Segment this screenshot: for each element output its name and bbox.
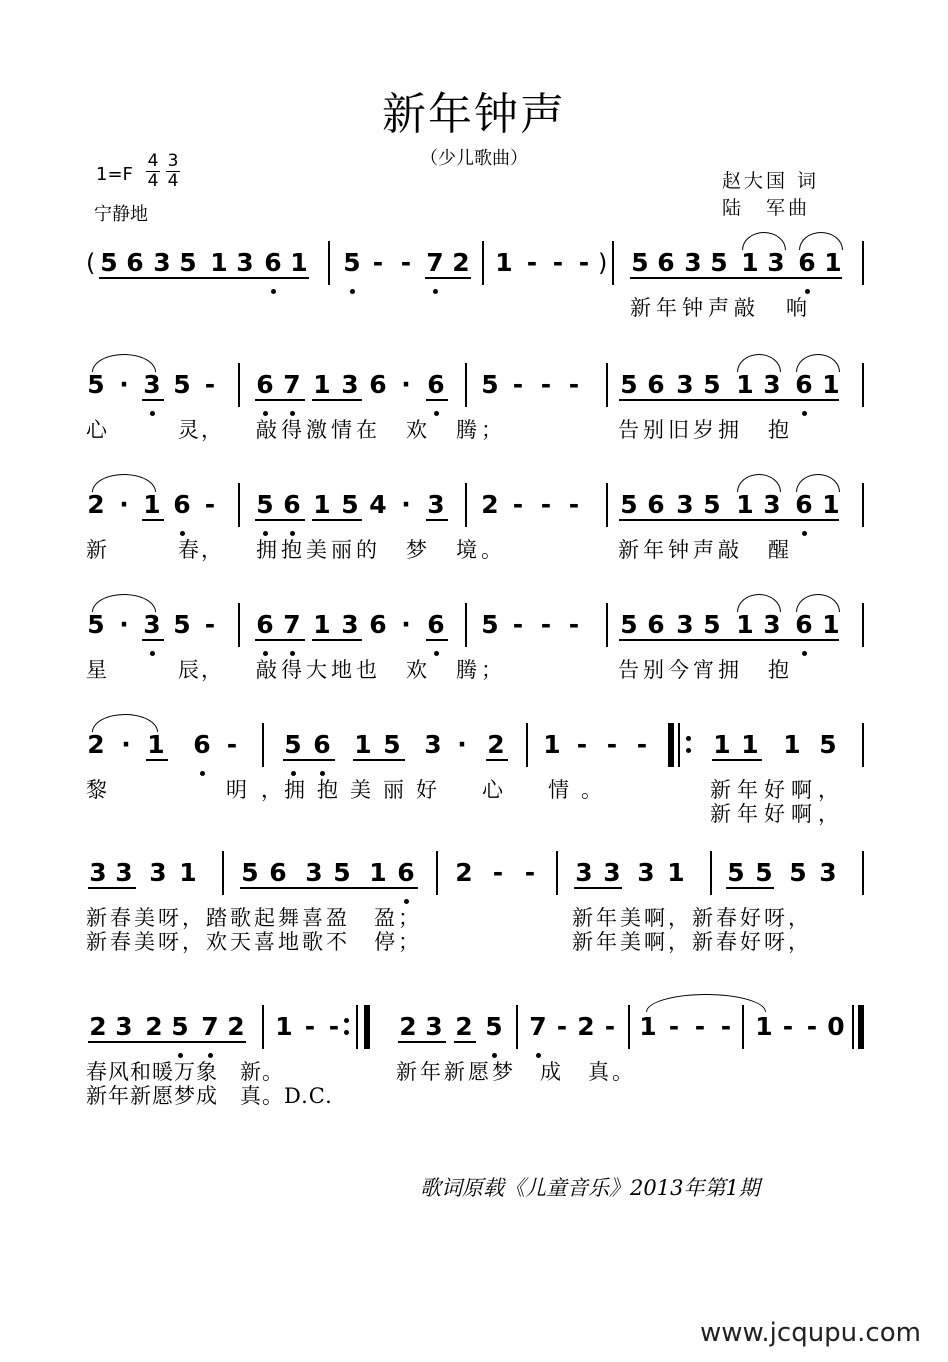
- note: 6: [427, 610, 445, 639]
- note: ·: [401, 370, 411, 399]
- close-paren: ): [598, 249, 608, 277]
- lyric-line-6d: 新年美啊，新春好呀，: [572, 930, 812, 954]
- note: 6: [795, 490, 813, 519]
- note: 1: [275, 1012, 293, 1041]
- note: -: [668, 1012, 680, 1041]
- note: -: [492, 858, 504, 887]
- note: -: [400, 248, 412, 277]
- note: 5: [620, 490, 638, 519]
- lyric-line-7a: 春风和暖万象 新。: [86, 1060, 284, 1084]
- note: 1: [736, 490, 754, 519]
- note: 5: [173, 370, 191, 399]
- note: 5: [703, 370, 721, 399]
- note: 3: [684, 248, 702, 277]
- note: -: [552, 248, 564, 277]
- barline: [238, 363, 240, 407]
- note: -: [568, 370, 580, 399]
- lyric-line-6a: 新春美呀，踏歌起舞喜盈 盈；: [86, 906, 422, 930]
- source-note: 歌词原载《儿童音乐》2013年第1期: [420, 1176, 760, 1200]
- lyric-line-6b: 新年美啊，新春好呀，: [572, 906, 812, 930]
- barline: [862, 723, 864, 767]
- composer-credit: 陆 军曲: [722, 197, 811, 219]
- website-watermark: www.jcqupu.com: [700, 1318, 921, 1348]
- note: 3: [819, 858, 837, 887]
- note: 1: [783, 730, 801, 759]
- barline: [262, 723, 264, 767]
- note: -: [556, 1012, 568, 1041]
- note: ·: [457, 730, 467, 759]
- note: 1: [313, 370, 331, 399]
- note: 6: [269, 858, 287, 887]
- note: 5: [241, 858, 259, 887]
- note: 1: [667, 858, 685, 887]
- lyric-line-5d: 新年好啊，: [710, 802, 845, 826]
- note: 6: [427, 370, 445, 399]
- note: 2: [399, 1012, 417, 1041]
- note: 5: [485, 1012, 503, 1041]
- note: 2: [577, 1012, 595, 1041]
- note: ·: [121, 730, 131, 759]
- note: ·: [401, 610, 411, 639]
- note: -: [568, 610, 580, 639]
- note: -: [540, 610, 552, 639]
- note: 3: [236, 248, 254, 277]
- note: 5: [620, 370, 638, 399]
- barline: [606, 483, 608, 527]
- note: 6: [193, 730, 211, 759]
- note: 6: [126, 248, 144, 277]
- note: 1: [639, 1012, 657, 1041]
- note: 3: [143, 610, 161, 639]
- note: -: [512, 370, 524, 399]
- note: -: [568, 490, 580, 519]
- note: 1: [741, 248, 759, 277]
- barline: [328, 241, 330, 285]
- barline: [238, 603, 240, 647]
- note: 5: [341, 490, 359, 519]
- note: 3: [676, 610, 694, 639]
- barline: [862, 851, 864, 895]
- note: 3: [676, 370, 694, 399]
- note: -: [578, 248, 590, 277]
- note: 1: [210, 248, 228, 277]
- note: 5: [703, 610, 721, 639]
- note: 5: [87, 610, 105, 639]
- note: 6: [173, 490, 191, 519]
- note: 1: [736, 370, 754, 399]
- note: 3: [763, 610, 781, 639]
- barline: [606, 603, 608, 647]
- note: 6: [647, 370, 665, 399]
- note: 5: [100, 248, 118, 277]
- note: 6: [795, 370, 813, 399]
- note: -: [540, 490, 552, 519]
- note: 7: [201, 1012, 219, 1041]
- lyric-line-4b: 敲得大地也 欢 腾；: [256, 658, 506, 682]
- note: 3: [763, 490, 781, 519]
- note: 2: [145, 1012, 163, 1041]
- note: 5: [710, 248, 728, 277]
- barline: [556, 851, 558, 895]
- note: 3: [115, 858, 133, 887]
- note: -: [526, 248, 538, 277]
- note: 5: [703, 490, 721, 519]
- barline: [222, 851, 224, 895]
- note: ·: [119, 370, 129, 399]
- lyric-line-5c: 新年好啊，: [710, 778, 845, 802]
- note: 3: [424, 730, 442, 759]
- note: 6: [264, 248, 282, 277]
- barline: [606, 363, 608, 407]
- note: -: [606, 730, 618, 759]
- note: 1: [495, 248, 513, 277]
- note: 6: [647, 490, 665, 519]
- note: 1: [755, 1012, 773, 1041]
- note: 4: [369, 490, 387, 519]
- note: 5: [481, 370, 499, 399]
- note: 2: [481, 490, 499, 519]
- note: 7: [283, 610, 301, 639]
- note: 5: [789, 858, 807, 887]
- note: 3: [767, 248, 785, 277]
- note: 3: [637, 858, 655, 887]
- note: -: [524, 858, 536, 887]
- song-title: 新年钟声: [382, 89, 566, 140]
- note: 5: [727, 858, 745, 887]
- note: 1: [179, 858, 197, 887]
- note: 3: [89, 858, 107, 887]
- note: 7: [283, 370, 301, 399]
- note: 3: [341, 610, 359, 639]
- note: 1: [147, 730, 165, 759]
- note: 5: [755, 858, 773, 887]
- note: -: [806, 1012, 818, 1041]
- note: 1: [369, 858, 387, 887]
- barline: [238, 483, 240, 527]
- lyric-line-3b: 拥抱美丽的 梦 境。: [256, 538, 506, 562]
- note: -: [604, 1012, 616, 1041]
- repeat-end-thin: [356, 1005, 358, 1049]
- note: -: [328, 1012, 340, 1041]
- note: ·: [401, 490, 411, 519]
- note: -: [694, 1012, 706, 1041]
- note: 1: [822, 370, 840, 399]
- lyric-line-2b: 敲得激情在 欢 腾；: [256, 418, 506, 442]
- note: 1: [822, 490, 840, 519]
- lyric-line-1: 新年钟声敲 响: [630, 296, 812, 320]
- lyric-line-5a: 黎 明，: [86, 778, 296, 802]
- barline: [742, 1005, 744, 1049]
- repeat-dots: [344, 1016, 349, 1038]
- barline: [612, 241, 614, 285]
- note: 6: [313, 730, 331, 759]
- note: 3: [427, 490, 445, 519]
- repeat-dots: [686, 734, 691, 756]
- note: ·: [119, 490, 129, 519]
- note: 5: [383, 730, 401, 759]
- note: 1: [741, 730, 759, 759]
- note: 1: [713, 730, 731, 759]
- song-subtitle: （少儿歌曲）: [420, 148, 528, 169]
- lyric-line-3c: 新年钟声敲 醒: [618, 538, 793, 562]
- note: 3: [153, 248, 171, 277]
- note: 6: [657, 248, 675, 277]
- note: 5: [284, 730, 302, 759]
- note: 6: [256, 610, 274, 639]
- note: 1: [290, 248, 308, 277]
- note: 2: [455, 858, 473, 887]
- note: -: [512, 490, 524, 519]
- note: 2: [227, 1012, 245, 1041]
- note: 1: [822, 610, 840, 639]
- note: -: [372, 248, 384, 277]
- note: 6: [397, 858, 415, 887]
- note: 3: [143, 370, 161, 399]
- barline: [465, 363, 467, 407]
- note: 1: [143, 490, 161, 519]
- lyric-line-3a: 新 春，: [86, 538, 224, 562]
- note: -: [226, 730, 238, 759]
- barline: [465, 483, 467, 527]
- note: -: [204, 610, 216, 639]
- note: 3: [305, 858, 323, 887]
- note: 6: [256, 370, 274, 399]
- note: 1: [313, 610, 331, 639]
- note: 5: [171, 1012, 189, 1041]
- note: 6: [369, 370, 387, 399]
- barline: [482, 241, 484, 285]
- note: 6: [795, 610, 813, 639]
- note: 5: [333, 858, 351, 887]
- tempo-marking: 宁静地: [94, 204, 148, 225]
- note: 7: [426, 248, 444, 277]
- note: -: [782, 1012, 794, 1041]
- time-signature-1: 4 4: [147, 151, 159, 191]
- note: 3: [575, 858, 593, 887]
- lyric-line-6c: 新春美呀，欢天喜地歌不 停；: [86, 930, 422, 954]
- barline: [628, 1005, 630, 1049]
- note: 3: [149, 858, 167, 887]
- time-signature-2: 3 4: [167, 151, 179, 191]
- note: 5: [819, 730, 837, 759]
- barline: [516, 1005, 518, 1049]
- barline: [862, 603, 864, 647]
- lyric-line-2a: 心 灵，: [86, 418, 224, 442]
- note: 3: [603, 858, 621, 887]
- final-barline-thick: [858, 1005, 864, 1049]
- note: -: [720, 1012, 732, 1041]
- note: 5: [87, 370, 105, 399]
- note: 5: [481, 610, 499, 639]
- barline: [262, 1005, 264, 1049]
- lyric-line-2c: 告别旧岁拥 抱: [618, 418, 793, 442]
- note: -: [636, 730, 648, 759]
- barline: [436, 851, 438, 895]
- note: 1: [354, 730, 372, 759]
- note: 5: [631, 248, 649, 277]
- note: 0: [827, 1012, 845, 1041]
- repeat-end-thick: [364, 1005, 370, 1049]
- note: 5: [343, 248, 361, 277]
- note: 1: [543, 730, 561, 759]
- lyric-line-7b: 新年新愿梦 成 真。: [396, 1060, 636, 1084]
- note: 3: [425, 1012, 443, 1041]
- barline: [465, 603, 467, 647]
- barline: [862, 363, 864, 407]
- note: 5: [173, 610, 191, 639]
- note: 2: [487, 730, 505, 759]
- lyric-line-4a: 星 辰，: [86, 658, 224, 682]
- note: -: [204, 490, 216, 519]
- final-barline-thin: [852, 1005, 854, 1049]
- barline: [862, 241, 864, 285]
- note: 6: [647, 610, 665, 639]
- note: 1: [824, 248, 842, 277]
- note: 2: [87, 730, 105, 759]
- lyric-line-5b: 拥抱美丽好 心 情。: [284, 778, 614, 802]
- note: 2: [87, 490, 105, 519]
- key-signature: 1=F: [96, 164, 133, 185]
- note: 1: [736, 610, 754, 639]
- note: 2: [455, 1012, 473, 1041]
- note: 3: [341, 370, 359, 399]
- note: 5: [179, 248, 197, 277]
- note: 6: [369, 610, 387, 639]
- barline: [526, 723, 528, 767]
- lyricist-credit: 赵大国 词: [722, 170, 820, 192]
- note: 3: [676, 490, 694, 519]
- note: -: [204, 370, 216, 399]
- note: 7: [529, 1012, 547, 1041]
- repeat-start-thick: [668, 723, 674, 767]
- note: 5: [256, 490, 274, 519]
- barline: [710, 851, 712, 895]
- barline: [862, 483, 864, 527]
- lyric-line-4c: 告别今宵拥 抱: [618, 658, 793, 682]
- note: -: [576, 730, 588, 759]
- note: 6: [283, 490, 301, 519]
- note: -: [304, 1012, 316, 1041]
- note: 1: [313, 490, 331, 519]
- lyric-line-7c: 新年新愿梦成 真。D.C.: [86, 1084, 333, 1108]
- note: 5: [620, 610, 638, 639]
- note: 2: [89, 1012, 107, 1041]
- repeat-start-thin: [678, 723, 680, 767]
- open-paren: (: [86, 249, 96, 277]
- note: -: [540, 370, 552, 399]
- note: 6: [798, 248, 816, 277]
- note: 3: [115, 1012, 133, 1041]
- note: -: [512, 610, 524, 639]
- note: ·: [119, 610, 129, 639]
- note: 2: [452, 248, 470, 277]
- note: 3: [763, 370, 781, 399]
